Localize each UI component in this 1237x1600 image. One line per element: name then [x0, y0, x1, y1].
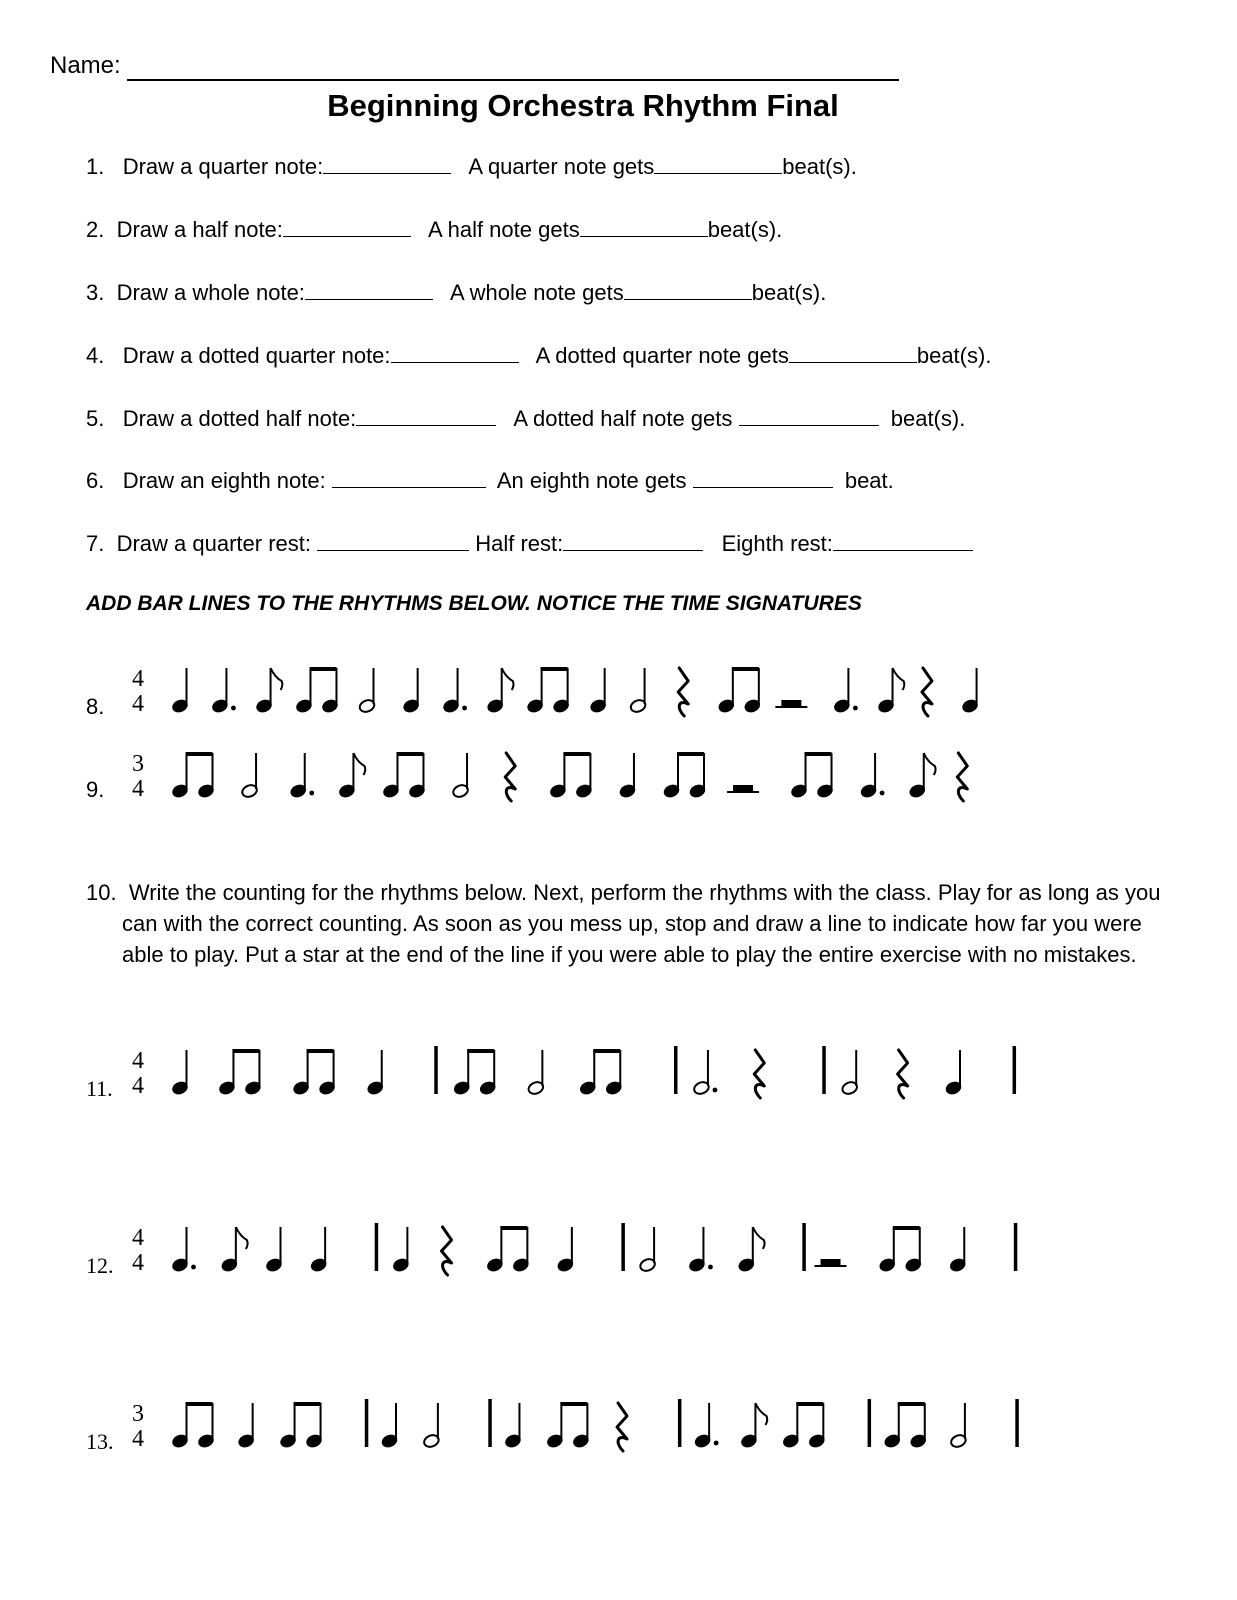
question-4: [86, 340, 991, 369]
answer-blank[interactable]: [580, 214, 708, 237]
question-text: Draw an eighth note:: [122, 468, 326, 493]
beamed-eighth-notes-icon: [382, 752, 426, 799]
question-text: Draw a quarter note:: [122, 154, 324, 179]
beamed-eighth-notes-icon: [453, 1049, 497, 1096]
question-number: 2.: [86, 217, 105, 242]
half-note-icon: [358, 668, 376, 714]
rhythm-row-8[interactable]: [0, 648, 1237, 728]
question-text: beat(s).: [916, 343, 992, 368]
page-title: Beginning Orchestra Rhythm Final: [327, 88, 839, 123]
quarter-note-icon: [961, 668, 979, 714]
answer-blank[interactable]: [563, 528, 703, 551]
question-text: beat(s).: [707, 217, 783, 242]
beamed-eighth-notes-icon: [662, 752, 706, 799]
rhythm-row-9[interactable]: [0, 733, 1237, 813]
answer-blank[interactable]: [391, 340, 519, 363]
eighth-note-icon: [486, 668, 513, 714]
quarter-note-icon: [366, 1050, 384, 1096]
beamed-eighth-notes-icon: [279, 1402, 323, 1449]
beamed-eighth-notes-icon: [292, 1049, 336, 1096]
time-signature: [132, 666, 144, 717]
dotted-quarter-note-icon: [688, 1227, 713, 1273]
question-6: [86, 465, 894, 494]
quarter-note-icon: [402, 668, 420, 714]
beamed-eighth-notes-icon: [546, 1402, 590, 1449]
name-label: Name:: [50, 52, 121, 79]
half-rest-icon: [727, 785, 759, 792]
time-signature-top: 4: [132, 666, 144, 692]
beamed-eighth-notes-icon: [171, 752, 215, 799]
time-signature-top: 3: [132, 1401, 144, 1427]
question-number: 3.: [86, 280, 105, 305]
answer-blank[interactable]: [323, 151, 451, 174]
question-text: A dotted half note gets: [513, 406, 733, 431]
question-5: [86, 403, 965, 432]
beamed-eighth-notes-icon: [295, 667, 339, 714]
question-1: [86, 151, 857, 180]
beamed-eighth-notes-icon: [486, 1226, 530, 1273]
half-note-icon: [527, 1050, 545, 1096]
rhythm-number: 11.: [86, 1076, 113, 1101]
quarter-note-icon: [310, 1227, 328, 1273]
quarter-note-icon: [618, 753, 636, 799]
half-note-icon: [452, 753, 470, 799]
question-text: beat.: [844, 468, 894, 493]
answer-blank[interactable]: [283, 214, 411, 237]
question-text: A half note gets: [428, 217, 580, 242]
time-signature-top: 3: [132, 751, 144, 777]
quarter-note-icon: [265, 1227, 283, 1273]
time-signature-bottom: 4: [132, 1073, 144, 1099]
beamed-eighth-notes-icon: [171, 1402, 215, 1449]
question-text: Draw a whole note:: [116, 280, 305, 305]
question-text: Write the counting for the rhythms below. Next, perform the rhythms with the class. Play for as long as you can with the correct counting. As soon as you mess up, stop and draw a line to indicate how far you were able to play. Put a star at the end of the line if you were able to play the entire exercise with no mistakes.: [122, 880, 1161, 967]
question-10: [86, 877, 1166, 970]
question-text: A quarter note gets: [468, 154, 655, 179]
time-signature-bottom: 4: [132, 1426, 144, 1452]
half-note-icon: [639, 1227, 657, 1273]
beamed-eighth-notes-icon: [526, 667, 570, 714]
quarter-rest-icon: [922, 668, 932, 716]
dotted-quarter-note-icon: [289, 753, 314, 799]
time-signature: [132, 1401, 144, 1452]
question-3: [86, 277, 826, 306]
half-rest-icon: [815, 1259, 847, 1266]
beamed-eighth-notes-icon: [717, 667, 761, 714]
quarter-rest-icon: [957, 753, 967, 801]
answer-blank[interactable]: [624, 277, 752, 300]
answer-blank[interactable]: [654, 151, 782, 174]
quarter-note-icon: [504, 1403, 522, 1449]
question-text: A whole note gets: [450, 280, 624, 305]
quarter-note-icon: [171, 1050, 189, 1096]
half-note-icon: [629, 668, 647, 714]
beamed-eighth-notes-icon: [878, 1226, 922, 1273]
time-signature-bottom: 4: [132, 1250, 144, 1276]
question-number: 5.: [86, 406, 105, 431]
quarter-rest-icon: [678, 668, 688, 716]
time-signature-bottom: 4: [132, 691, 144, 717]
dotted-quarter-note-icon: [171, 1227, 196, 1273]
time-signature: [132, 751, 144, 802]
rhythm-row-11[interactable]: [0, 1030, 1237, 1110]
question-text: beat(s).: [782, 154, 857, 179]
question-7: [86, 528, 973, 557]
half-rest-icon: [775, 700, 807, 707]
question-number: 1.: [86, 154, 105, 179]
answer-blank[interactable]: [833, 528, 973, 551]
answer-blank[interactable]: [789, 340, 917, 363]
question-number: 6.: [86, 468, 105, 493]
question-text: Draw a dotted half note:: [122, 406, 357, 431]
quarter-rest-icon: [505, 753, 515, 801]
quarter-rest-icon: [898, 1050, 908, 1098]
question-text: Draw a dotted quarter note:: [122, 343, 391, 368]
rhythm-number: 13.: [86, 1429, 114, 1454]
eighth-note-icon: [877, 668, 904, 714]
beamed-eighth-notes-icon: [218, 1049, 262, 1096]
time-signature: [132, 1225, 144, 1276]
beamed-eighth-notes-icon: [790, 752, 834, 799]
question-text: Eighth rest:: [721, 531, 833, 556]
eighth-note-icon: [908, 753, 935, 799]
dotted-half-note-icon: [692, 1050, 717, 1096]
rhythm-row-12[interactable]: [0, 1207, 1237, 1287]
time-signature: [132, 1048, 144, 1099]
question-text: beat(s).: [751, 280, 827, 305]
answer-blank[interactable]: [317, 528, 469, 551]
dotted-quarter-note-icon: [442, 668, 467, 714]
answer-blank[interactable]: [356, 403, 496, 426]
eighth-note-icon: [220, 1227, 247, 1273]
answer-blank[interactable]: [305, 277, 433, 300]
bar-line-instruction: ADD BAR LINES TO THE RHYTHMS BELOW. NOTICE THE TIME SIGNATURES: [86, 592, 862, 615]
quarter-rest-icon: [617, 1403, 627, 1451]
question-2: [86, 214, 782, 243]
rhythm-number: 12.: [86, 1253, 114, 1278]
beamed-eighth-notes-icon: [549, 752, 593, 799]
rhythm-number: 9.: [86, 777, 105, 802]
answer-blank[interactable]: [693, 465, 833, 488]
time-signature-top: 4: [132, 1225, 144, 1251]
question-number: 4.: [86, 343, 105, 368]
beamed-eighth-notes-icon: [782, 1402, 826, 1449]
half-note-icon: [241, 753, 259, 799]
time-signature-top: 4: [132, 1048, 144, 1074]
quarter-rest-icon: [442, 1227, 452, 1275]
quarter-note-icon: [237, 1403, 255, 1449]
half-note-icon: [841, 1050, 859, 1096]
question-text: Draw a half note:: [116, 217, 283, 242]
dotted-quarter-note-icon: [211, 668, 236, 714]
quarter-note-icon: [589, 668, 607, 714]
question-text: A dotted quarter note gets: [535, 343, 789, 368]
answer-blank[interactable]: [332, 465, 486, 488]
dotted-quarter-note-icon: [833, 668, 858, 714]
question-number: 7.: [86, 531, 105, 556]
question-text: Half rest:: [475, 531, 564, 556]
question-text: Draw a quarter rest:: [116, 531, 311, 556]
quarter-note-icon: [392, 1227, 410, 1273]
question-text: An eighth note gets: [496, 468, 687, 493]
answer-blank[interactable]: [739, 403, 879, 426]
half-note-icon: [949, 1403, 967, 1449]
name-field[interactable]: [127, 79, 899, 81]
quarter-rest-icon: [754, 1050, 764, 1098]
eighth-note-icon: [737, 1227, 764, 1273]
beamed-eighth-notes-icon: [579, 1049, 623, 1096]
time-signature-bottom: 4: [132, 776, 144, 802]
quarter-note-icon: [171, 668, 189, 714]
question-number: 10.: [86, 880, 117, 905]
question-text: beat(s).: [890, 406, 966, 431]
rhythm-number: 8.: [86, 694, 105, 719]
half-note-icon: [422, 1403, 440, 1449]
dotted-quarter-note-icon: [694, 1403, 719, 1449]
rhythm-row-13[interactable]: [0, 1383, 1237, 1463]
eighth-note-icon: [740, 1403, 767, 1449]
quarter-note-icon: [944, 1050, 962, 1096]
quarter-note-icon: [949, 1227, 967, 1273]
eighth-note-icon: [255, 668, 282, 714]
eighth-note-icon: [338, 753, 365, 799]
dotted-quarter-note-icon: [860, 753, 885, 799]
quarter-note-icon: [380, 1403, 398, 1449]
beamed-eighth-notes-icon: [883, 1402, 927, 1449]
quarter-note-icon: [556, 1227, 574, 1273]
